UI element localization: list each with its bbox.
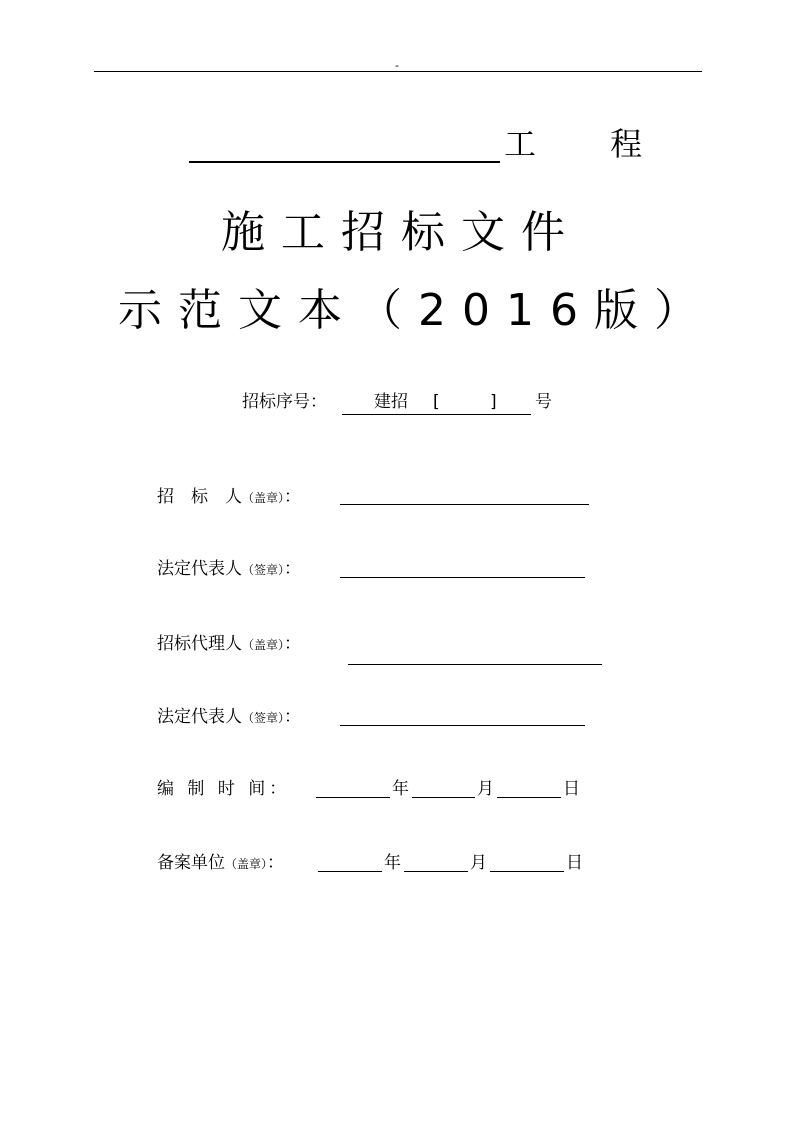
document-subtitle: 示范文本（2016版） [118,285,714,336]
compile-month-unit: 月 [477,779,494,799]
legal-rep-2-sign-note: （签章） [242,711,285,725]
legal-rep-1-label [157,557,301,582]
legal-rep-1-colon: ： [284,559,302,579]
filing-unit-colon: ： [267,853,285,873]
filing-unit-label-text: 备案单位 [157,853,225,873]
agent-label-text: 招标代理人 [157,634,242,654]
serial-bracket-close: ] [490,392,497,412]
filing-year-unit: 年 [384,853,401,873]
compile-month-blank[interactable] [412,797,475,798]
header-mark: - [395,59,399,72]
filing-month-unit: 月 [470,853,487,873]
serial-bracket-open: [ [433,392,440,412]
serial-prefix: 建招 [374,392,408,412]
tenderer-seal-note: （盖章） [242,491,285,505]
document-title: 施工招标文件 [221,207,581,258]
project-name-blank[interactable] [189,161,500,163]
agent-label [157,632,301,657]
compile-day-blank[interactable] [497,797,561,798]
agent-blank[interactable] [348,664,602,665]
tenderer-colon: ： [284,487,302,507]
legal-rep-2-colon: ： [284,707,302,727]
agent-seal-note: （盖章） [242,638,285,652]
agent-colon: ： [284,634,302,654]
header-rule [94,71,702,72]
legal-rep-1-label-text: 法定代表人 [157,559,242,579]
serial-suffix: 号 [535,392,552,412]
tenderer-blank[interactable] [340,504,589,505]
tenderer-label-text: 招 标 人 [157,487,242,507]
compile-day-unit: 日 [563,779,580,799]
compile-year-blank[interactable] [316,797,390,798]
project-label: 工 程 [504,125,675,163]
legal-rep-2-label [157,705,301,730]
legal-rep-2-label-text: 法定代表人 [157,707,242,727]
filing-day-blank[interactable] [490,871,564,872]
filing-month-blank[interactable] [404,871,468,872]
filing-unit-seal-note: （盖章） [225,857,268,871]
tenderer-label [157,485,301,510]
legal-rep-2-blank[interactable] [340,725,585,726]
compile-time-label: 编 制 时 间： [157,779,291,799]
legal-rep-1-blank[interactable] [340,577,585,578]
filing-year-blank[interactable] [318,871,382,872]
filing-day-unit: 日 [566,853,583,873]
legal-rep-1-sign-note: （签章） [242,563,285,577]
filing-unit-label [157,851,284,876]
serial-label: 招标序号： [242,392,327,412]
compile-year-unit: 年 [392,779,409,799]
